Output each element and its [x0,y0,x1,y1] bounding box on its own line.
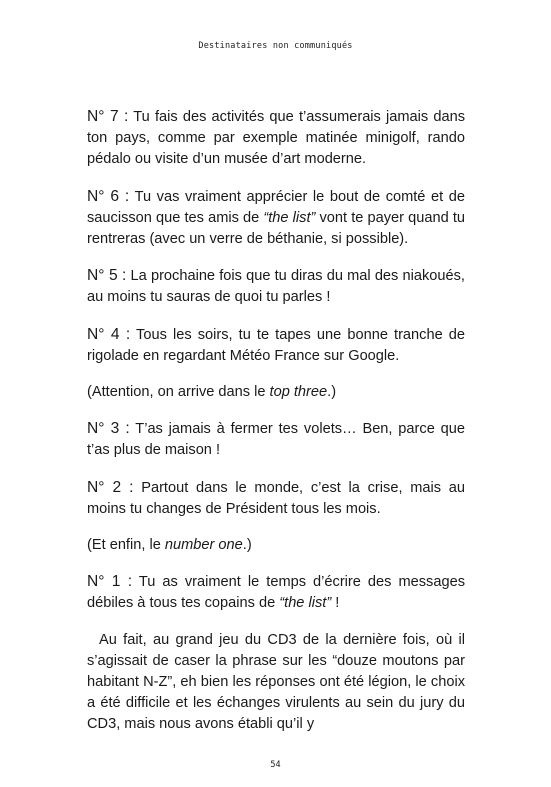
list-item-3 [87,418,465,461]
aside-text: .) [327,384,337,401]
item-label: N° 6 : [87,187,130,205]
item-label: N° 5 : [87,267,127,285]
aside-emphasis: number one [164,537,243,554]
item-text: vont te payer quand tu rentreras (avec un verre de béthanie, si possible). [87,209,465,248]
body-text [87,106,465,736]
item-text: Tu fais des activités que t’assumerais jamais dans ton pays, comme par exemple matinée minigolf, rando pédalo ou visite d’un musée d’art moderne. [87,109,466,168]
aside-emphasis: top three [269,384,328,401]
item-label: N° 7 : [87,108,129,125]
list-item-4 [87,324,465,367]
item-text: T’as jamais à fermer tes volets… Ben, parce que t’as plus de maison ! [87,421,465,459]
page-number: 54 [270,760,281,770]
item-text: Tous les soirs, tu te tapes une bonne tranche de rigolade en regardant Météo France sur Google. [87,326,466,364]
aside-top-three [87,382,465,403]
list-item-7 [87,106,465,171]
aside-text: (Et enfin, le [87,537,165,554]
item-emphasis: “the list” [263,209,316,226]
item-text: ! [331,595,340,612]
aside-text: (Attention, on arrive dans le [87,384,270,401]
list-item-2 [87,477,465,520]
item-label: N° 4 : [87,325,131,343]
running-header: Destinataires non communiqués [198,41,353,51]
item-text: La prochaine fois que tu diras du mal des niakoués, au moins tu sauras de quoi tu parles ! [87,268,465,306]
list-item-5 [87,265,465,308]
item-emphasis: “the list” [279,595,332,612]
list-item-1 [87,571,465,614]
item-label: N° 3 : [87,420,130,438]
item-label: N° 2 : [87,478,134,496]
item-label: N° 1 : [87,573,133,591]
item-text: Tu vas vraiment apprécier le bout de comté et de saucisson que tes amis de [87,188,466,226]
aside-number-one [87,535,465,556]
item-text: Tu as vraiment le temps d’écrire des messages débiles à tous tes copains de [87,574,466,612]
item-text: Partout dans le monde, c’est la crise, mais au moins tu changes de Président tous les mois. [87,479,465,517]
list-item-6 [87,186,465,251]
aside-text: .) [242,537,252,554]
closing-paragraph: Au fait, au grand jeu du CD3 de la dernière fois, où il s’agissait de caser la phrase sur les “douze moutons par habitant N-Z”, eh bien les réponses ont été légion, le choix a été difficile et les échanges virulents au sein du jury du CD3, mais nous avons établi qu’il y [87,631,465,733]
